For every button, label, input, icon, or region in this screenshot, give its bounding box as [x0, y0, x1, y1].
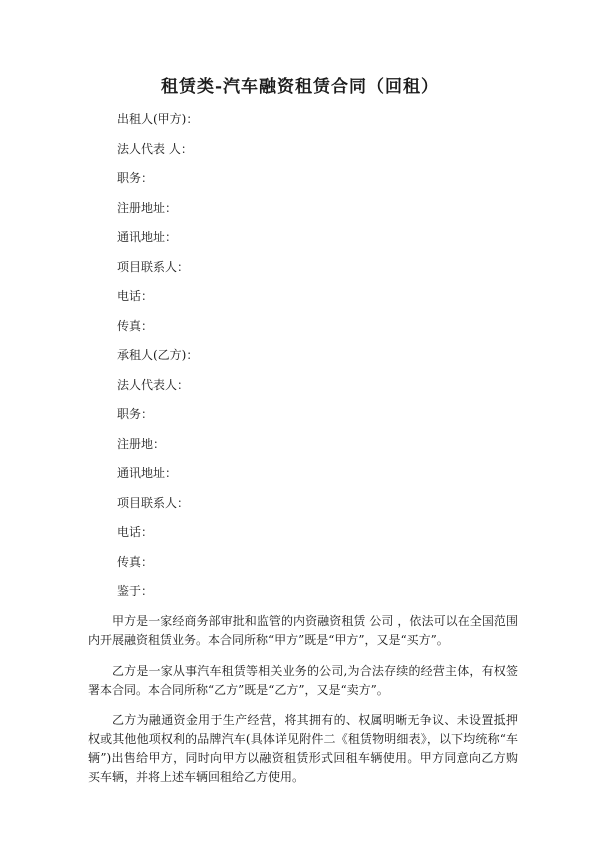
field-lessee-registered-address: 注册地： — [117, 436, 166, 451]
field-lessee-legal-rep: 法人代表人： — [117, 377, 190, 392]
document-title: 租赁类-汽车融资租赁合同（回租） — [160, 77, 440, 97]
field-lessor-project-contact: 项目联系人： — [117, 259, 190, 274]
field-lessor-position: 职务： — [117, 171, 154, 185]
party-info-list — [117, 110, 198, 612]
field-lessor-registered-address: 注册地址： — [117, 200, 178, 215]
field-lessee-fax: 传真： — [117, 554, 154, 569]
paragraph-party-b: 乙方是一家从事汽车租赁等相关业务的公司,为合法存续的经营主体，有权签署本合同。本合同所称“乙方”既是“乙方”，又是“卖方”。 — [88, 664, 518, 697]
paragraph-leaseback: 乙方为融通资金用于生产经营，将其拥有的、权属明晰无争议、未设置抵押权或其他他项权利的品牌汽车(具体详见附件二《租赁物明细表》，以下均统称“车辆”)出售给甲方，同时向甲方以融资租赁形式回租车辆使用。甲方同意向乙方购买车辆，并将上述车辆回租给乙方使用。 — [88, 713, 518, 784]
field-whereas: 鉴于： — [117, 584, 154, 598]
field-lessor: 出租人(甲方)： — [117, 112, 199, 126]
field-lessee-mailing-address: 通讯地址： — [117, 466, 178, 480]
field-lessor-mailing-address: 通讯地址： — [117, 230, 178, 244]
field-lessee-position: 职务： — [117, 407, 154, 421]
paragraph-party-a: 甲方是一家经商务部审批和监管的内资融资租赁 公司 ，依法可以在全国范围内开展融资租赁业务。本合同所称“甲方”既是“甲方”，又是“买方”。 — [88, 614, 518, 647]
field-lessor-fax: 传真： — [117, 318, 154, 333]
field-lessee-phone: 电话： — [117, 525, 154, 539]
field-lessor-phone: 电话： — [117, 289, 154, 303]
field-lessee-project-contact: 项目联系人： — [117, 495, 190, 510]
field-lessor-legal-rep: 法人代表 人： — [117, 141, 193, 156]
field-lessee: 承租人(乙方)： — [117, 348, 199, 362]
